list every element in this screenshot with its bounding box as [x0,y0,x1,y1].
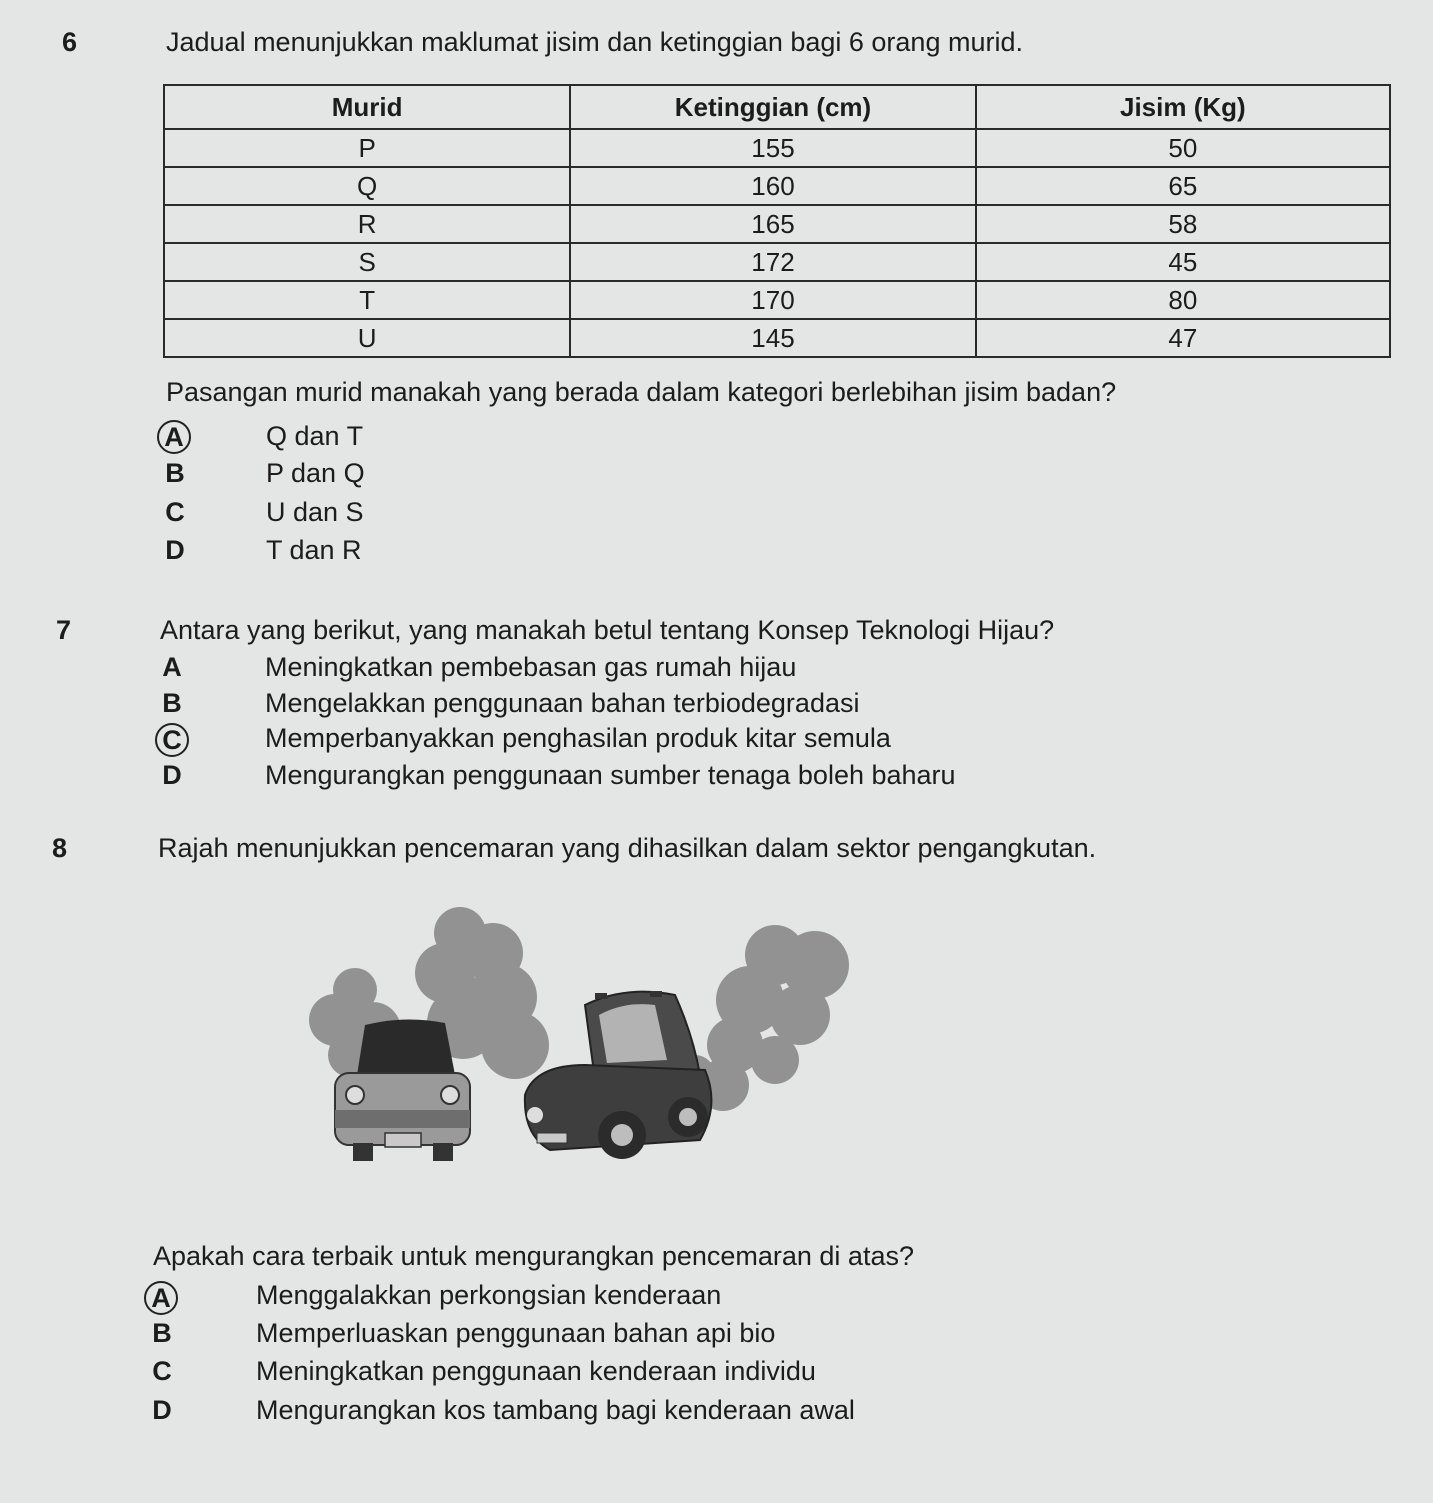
q7-option-d-text[interactable]: Mengurangkan penggunaan sumber tenaga boleh baharu [265,760,956,790]
table-cell: P [164,129,570,167]
table-row [164,281,1390,319]
table-cell: 50 [976,129,1390,167]
q7-number: 7 [56,615,72,645]
table-cell: 172 [570,243,975,281]
q8-option-a-letter[interactable]: A [144,1281,178,1315]
table-cell: 65 [976,167,1390,205]
table-cell: 160 [570,167,975,205]
q8-option-b-text[interactable]: Memperluaskan penggunaan bahan api bio [256,1318,776,1348]
q6-option-c-letter[interactable]: C [165,497,185,527]
table-cell: 170 [570,281,975,319]
q6-option-b-text[interactable]: P dan Q [266,458,365,488]
q6-option-a-letter[interactable]: A [157,420,191,454]
table-cell: 58 [976,205,1390,243]
table-cell: R [164,205,570,243]
table-row [164,129,1390,167]
q8-stem: Rajah menunjukkan pencemaran yang dihasilkan dalam sektor pengangkutan. [158,833,1097,863]
q7-option-a-text[interactable]: Meningkatkan pembebasan gas rumah hijau [265,652,797,682]
table-row [164,205,1390,243]
q7-option-c-letter[interactable]: C [155,723,189,757]
q7-stem: Antara yang berikut, yang manakah betul tentang Konsep Teknologi Hijau? [160,615,1055,645]
q6-option-d-text[interactable]: T dan R [266,535,362,565]
table-cell: Q [164,167,570,205]
q7-option-b-text[interactable]: Mengelakkan penggunaan bahan terbiodegradasi [265,688,860,718]
car-side-view-icon [525,991,712,1159]
q8-question: Apakah cara terbaik untuk mengurangkan pencemaran di atas? [153,1241,914,1271]
q6-option-b-letter[interactable]: B [165,458,185,488]
q7-option-c-text[interactable]: Memperbanyakkan penghasilan produk kitar semula [265,723,891,753]
q8-option-a-text[interactable]: Menggalakkan perkongsian kenderaan [256,1280,722,1310]
table-header-cell: Jisim (Kg) [976,85,1390,129]
table-cell: 165 [570,205,975,243]
table-row [164,167,1390,205]
q7-option-b-letter[interactable]: B [162,688,182,718]
q8-option-d-letter[interactable]: D [152,1395,172,1425]
q6-question: Pasangan murid manakah yang berada dalam kategori berlebihan jisim badan? [166,377,1117,407]
table-cell: T [164,281,570,319]
table-cell: 80 [976,281,1390,319]
q6-stem: Jadual menunjukkan maklumat jisim dan ketinggian bagi 6 orang murid. [166,27,1023,57]
q7-option-a-letter[interactable]: A [162,652,182,682]
table-cell: U [164,319,570,357]
table-cell: S [164,243,570,281]
q8-option-d-text[interactable]: Mengurangkan kos tambang bagi kenderaan awal [256,1395,855,1425]
q8-number: 8 [52,833,68,863]
table-cell: 45 [976,243,1390,281]
q7-option-d-letter[interactable]: D [162,760,182,790]
q8-option-c-letter[interactable]: C [152,1356,172,1386]
table-row [164,243,1390,281]
table-cell: 47 [976,319,1390,357]
q8-option-c-text[interactable]: Meningkatkan penggunaan kenderaan individu [256,1356,816,1386]
height-mass-table [163,84,1391,358]
table-header-row [164,85,1390,129]
table-header-cell: Ketinggian (cm) [570,85,975,129]
q6-option-d-letter[interactable]: D [165,535,185,565]
q6-number: 6 [62,27,78,57]
table-cell: 155 [570,129,975,167]
table-row [164,319,1390,357]
table-cell: 145 [570,319,975,357]
q8-option-b-letter[interactable]: B [152,1318,172,1348]
table-header-cell: Murid [164,85,570,129]
traffic-pollution-illustration [295,905,865,1175]
q6-option-c-text[interactable]: U dan S [266,497,364,527]
q6-option-a-text[interactable]: Q dan T [266,421,364,451]
